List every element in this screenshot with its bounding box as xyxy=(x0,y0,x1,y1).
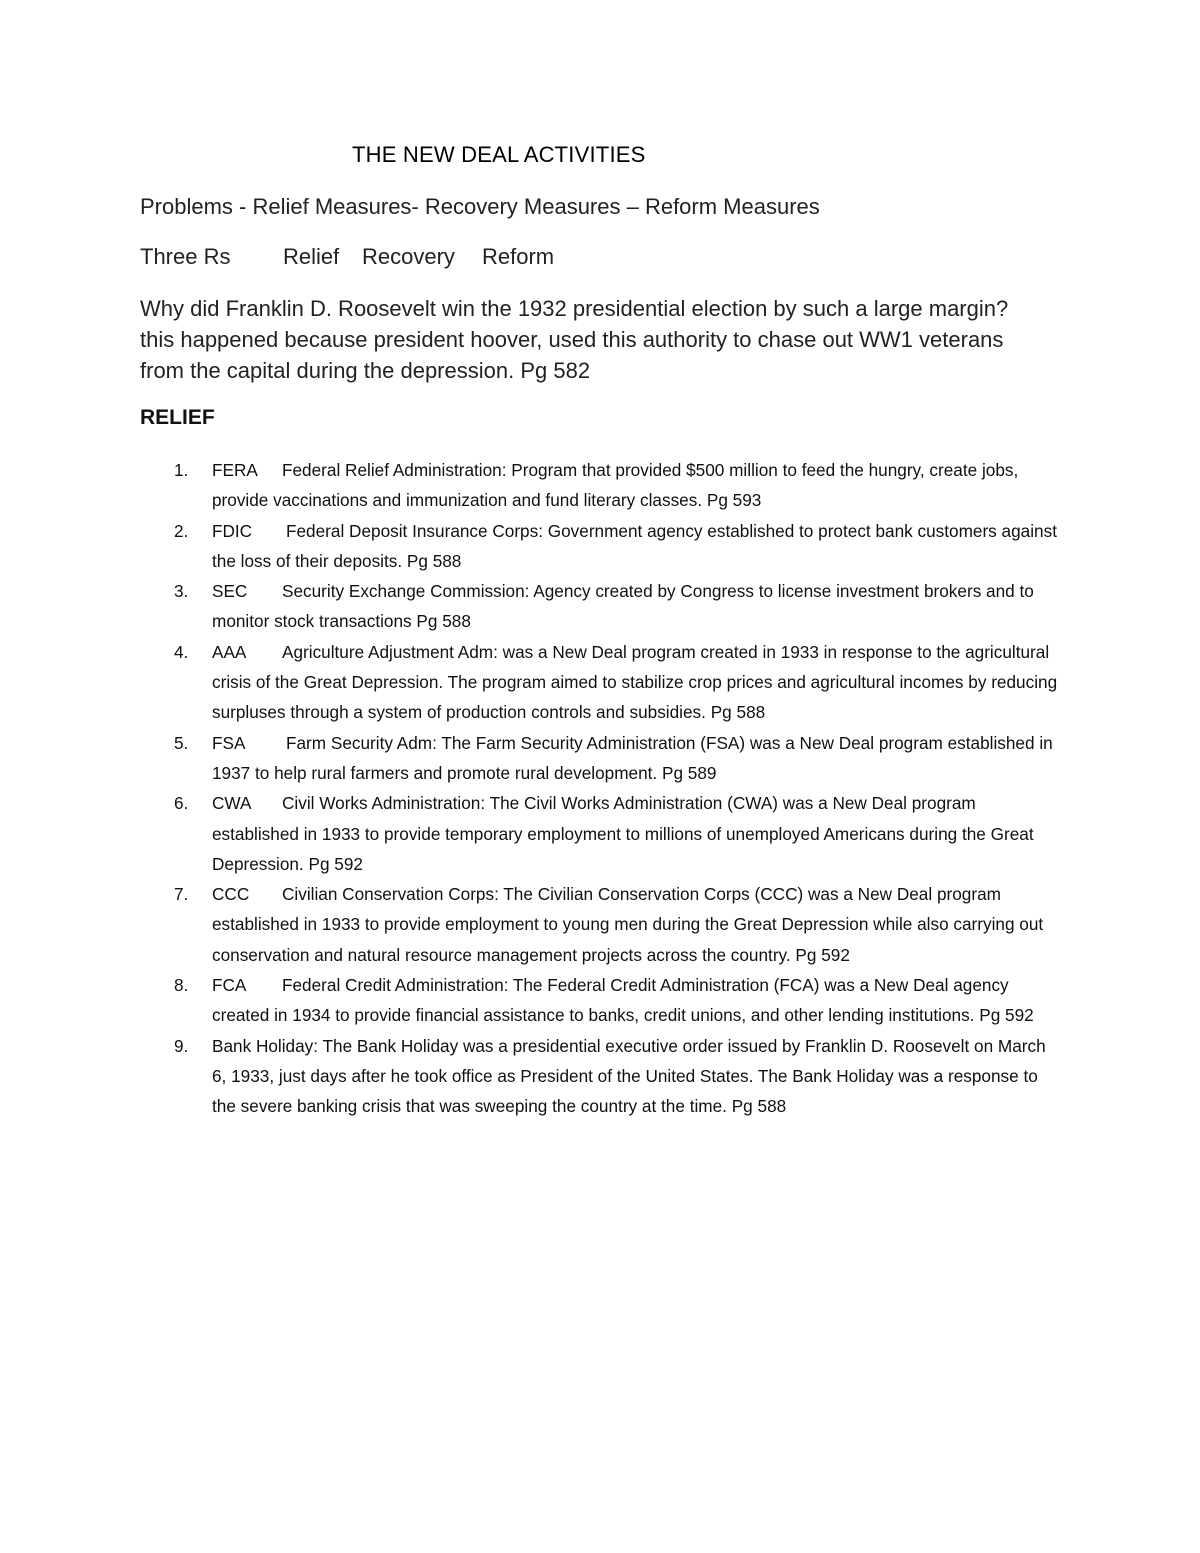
list-item-number: 7. xyxy=(174,884,189,905)
list-item-number: 3. xyxy=(174,581,189,602)
list-item-number: 6. xyxy=(174,793,189,814)
program-description: Civilian Conservation Corps: The Civilian Conservation Corps (CCC) was a New Deal program established in 1933 to provide employment to young men during the Great Depression while also carrying out conservation and natural resource management projects across the country. Pg 592 xyxy=(212,884,1044,965)
program-abbreviation: CCC xyxy=(212,884,250,905)
program-abbreviation: SEC xyxy=(212,581,248,602)
list-item xyxy=(140,788,1060,879)
program-description: Farm Security Adm: The Farm Security Administration (FSA) was a New Deal program established in 1937 to help rural farmers and promote rural development. Pg 589 xyxy=(212,732,1053,783)
program-abbreviation: AAA xyxy=(212,641,247,662)
section-heading-relief: RELIEF xyxy=(140,406,215,429)
program-description: Federal Credit Administration: The Federal Credit Administration (FCA) was a New Deal agency created in 1934 to provide financial assistance to banks, credit unions, and other lending institutions. Pg 592 xyxy=(212,975,1034,1026)
election-question: Why did Franklin D. Roosevelt win the 1932 presidential election by such a large margin? this happened because president hoover, used this authority to chase out WW1 veterans from the capital during the depression. Pg 582 xyxy=(140,296,1009,383)
list-item xyxy=(140,576,1060,637)
program-abbreviation: FDIC xyxy=(212,520,253,541)
three-rs-recovery: Recovery xyxy=(362,244,455,269)
three-rs-label: Three Rs xyxy=(140,244,231,269)
program-description: Security Exchange Commission: Agency created by Congress to license investment brokers and to monitor stock transactions Pg 588 xyxy=(212,581,1034,632)
list-item xyxy=(140,879,1060,970)
program-description: Federal Deposit Insurance Corps: Government agency established to protect bank customers against the loss of their deposits. Pg 588 xyxy=(212,520,1057,571)
list-item xyxy=(140,970,1060,1031)
program-description: Federal Relief Administration: Program that provided $500 million to feed the hungry, create jobs, provide vaccinations and immunization and fund literary classes. Pg 593 xyxy=(212,460,1019,511)
program-description: Civil Works Administration: The Civil Works Administration (CWA) was a New Deal program established in 1933 to provide temporary employment to millions of unemployed Americans during the Great Depression. Pg 592 xyxy=(212,793,1034,874)
list-item-number: 4. xyxy=(174,641,189,662)
list-item-number: 1. xyxy=(174,460,189,480)
list-item xyxy=(140,728,1060,789)
list-item-number: 8. xyxy=(174,975,189,996)
three-rs-reform: Reform xyxy=(482,244,555,269)
problems-line: Problems - Relief Measures- Recovery Measures – Reform Measures xyxy=(140,194,820,219)
program-abbreviation: CWA xyxy=(212,793,252,814)
program-abbreviation: FCA xyxy=(212,975,247,996)
list-item xyxy=(140,1031,1060,1122)
relief-programs-list xyxy=(140,455,1060,1122)
program-abbreviation: FERA xyxy=(212,460,258,480)
list-item-number: 5. xyxy=(174,732,189,753)
program-abbreviation: FSA xyxy=(212,732,246,753)
list-item-number: 2. xyxy=(174,520,189,541)
list-item-number: 9. xyxy=(174,1035,189,1056)
program-description: Bank Holiday: The Bank Holiday was a presidential executive order issued by Franklin D. Roosevelt on March 6, 1933, just days after he took office as President of the United States. The Bank Holiday was a response to the severe banking crisis that was sweeping the country at the time. Pg 588 xyxy=(212,1035,1046,1117)
list-item xyxy=(140,516,1060,577)
three-rs-relief: Relief xyxy=(283,244,340,269)
document-title: THE NEW DEAL ACTIVITIES xyxy=(352,142,646,167)
program-description: Agriculture Adjustment Adm: was a New Deal program created in 1933 in response to the agricultural crisis of the Great Depression. The program aimed to stabilize crop prices and agricultural incomes by reducing surpluses through a system of production controls and subsidies. Pg 588 xyxy=(212,641,1058,723)
list-item xyxy=(140,637,1060,728)
list-item xyxy=(140,455,1060,516)
